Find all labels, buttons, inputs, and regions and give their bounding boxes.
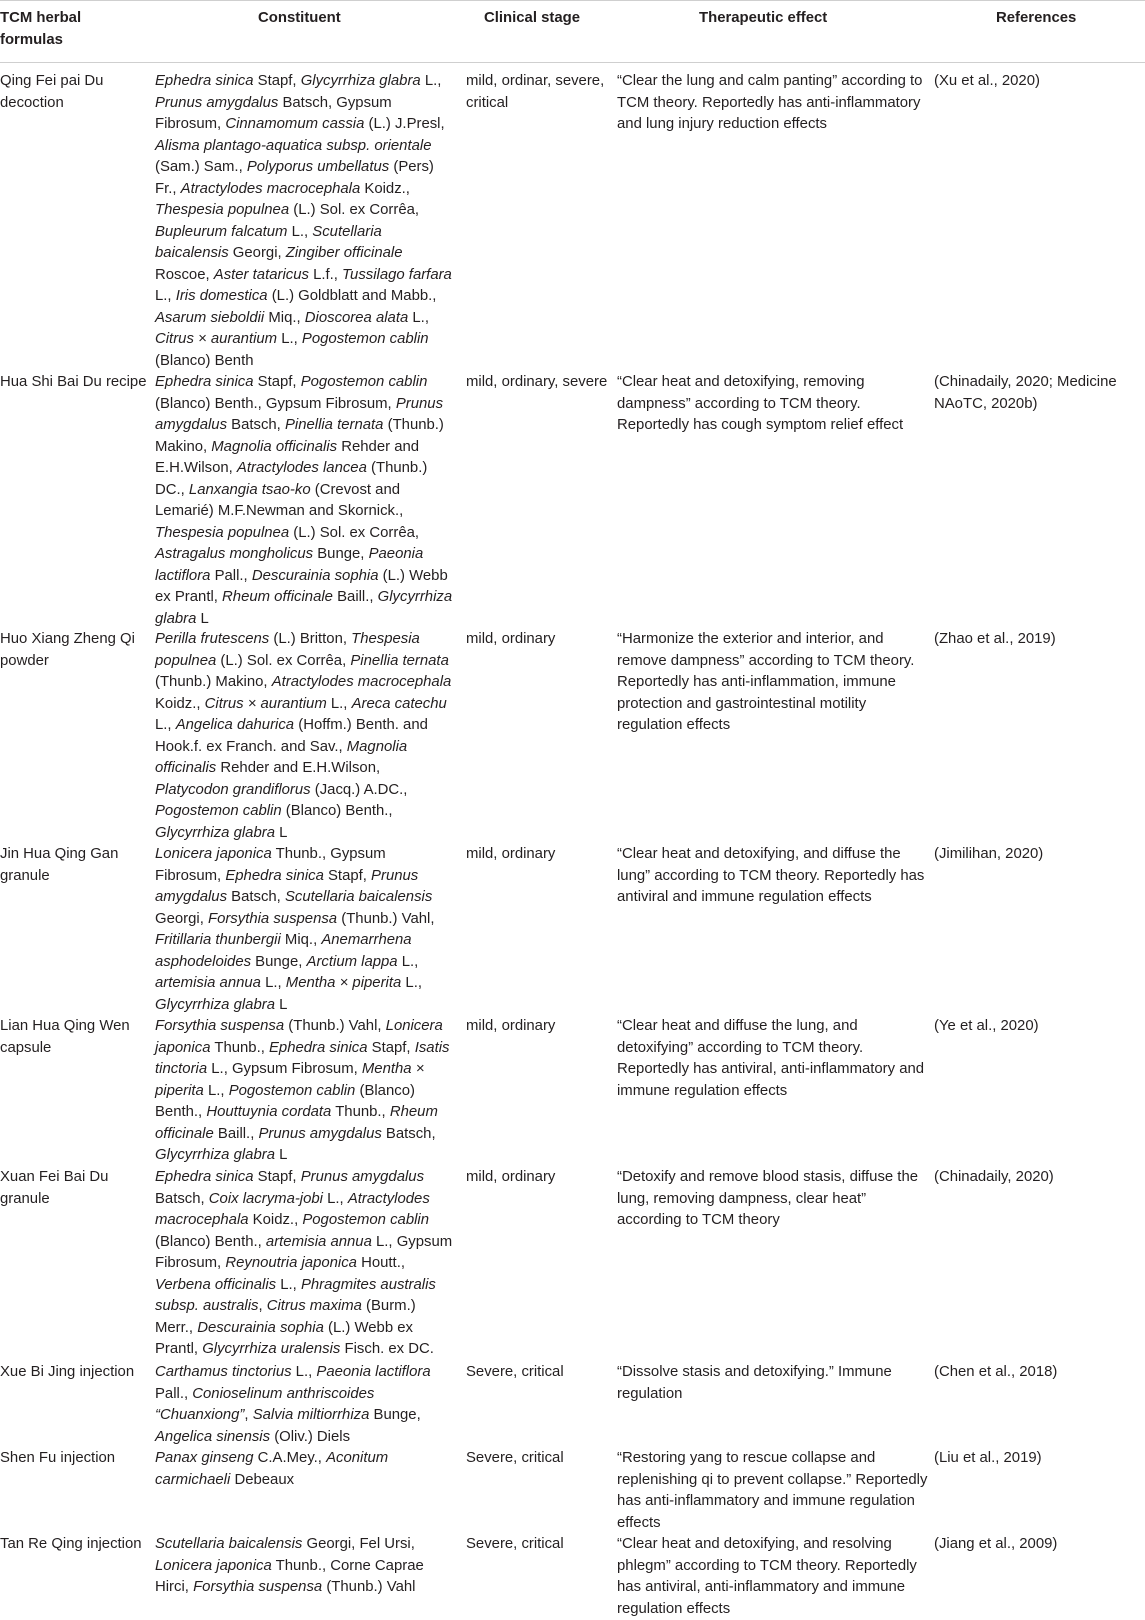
species-name: Ephedra sinica (225, 867, 324, 884)
species-name: Pinellia ternata (350, 652, 449, 669)
clinical-stage: mild, ordinar, severe, critical (466, 73, 605, 111)
species-name: Iris domestica (175, 288, 268, 304)
authority-text: (L.) Sol. ex Corrêa, (289, 202, 420, 218)
authority-text: Pall., (210, 567, 252, 584)
species-name: Magnolia officinalis (211, 438, 338, 455)
reference: (Chen et al., 2018) (934, 1364, 1058, 1380)
authority-text: L., (277, 331, 302, 347)
header-clinical-stage: Clinical stage (484, 10, 580, 26)
authority-text: (L.) Webb ex Prantl, (155, 567, 448, 605)
species-name: Coix lacryma-jobi (208, 1190, 323, 1207)
formula-name: Qing Fei pai Du decoction (0, 73, 104, 111)
species-name: Astragalus mongholicus (155, 546, 314, 562)
authority-text: (Thunb.) DC., (155, 460, 428, 498)
formula-name: Lian Hua Qing Wen capsule (0, 1018, 130, 1056)
species-name: Forsythia suspensa (155, 1018, 285, 1034)
authority-text: Thunb., Gypsum Fibrosum, (155, 846, 386, 884)
authority-text: (L.) Goldblatt and Mabb., (267, 288, 437, 304)
authority-text: Koidz., (360, 180, 410, 197)
authority-text: Houtt., (356, 1255, 405, 1271)
species-name: Asarum sieboldii (155, 309, 265, 326)
reference: (Xu et al., 2020) (934, 73, 1040, 89)
authority-text: Georgi, Fel Ursi, (302, 1536, 415, 1552)
species-name: Lonicera japonica (155, 846, 272, 862)
constituent-list (155, 1448, 455, 1491)
formula-name: Shen Fu injection (0, 1450, 116, 1466)
authority-text: Batsch, (155, 1190, 209, 1207)
therapeutic-effect: “Clear heat and detoxifying, removing dampness” according to TCM theory. Reportedly has cough symptom relief effect (617, 374, 904, 433)
authority-text: L., (420, 73, 442, 89)
authority-text: Georgi, (228, 245, 286, 261)
authority-text: Stapf, (253, 73, 301, 89)
reference: (Liu et al., 2019) (934, 1450, 1042, 1466)
constituent-list (155, 844, 455, 1016)
authority-text: (L.) Webb ex Prantl, (155, 1319, 413, 1357)
therapeutic-effect: “Clear heat and diffuse the lung, and detoxifying” according to TCM theory. Reportedly has antiviral, anti-inflammatory and immune regulation effects (617, 1018, 925, 1099)
species-name: Perilla frutescens (155, 631, 270, 647)
constituent-list (155, 372, 455, 630)
authority-text: Batsch, (227, 417, 285, 433)
species-name: Prunus amygdalus (155, 94, 279, 111)
authority-text: Debeaux (230, 1471, 295, 1488)
authority-text: Bunge, (369, 1407, 421, 1423)
species-name: Citrus maxima (266, 1298, 362, 1314)
species-name: Lanxangia tsao-ko (188, 481, 311, 498)
authority-text: (Burm.) Merr., (155, 1298, 416, 1336)
species-name: Pogostemon cablin (301, 331, 429, 347)
authority-text: (L.) Sol. ex Corrêa, (216, 652, 351, 669)
species-name: Glycyrrhiza uralensis (202, 1341, 341, 1357)
authority-text: (Thunb.) Vahl, (337, 910, 435, 927)
species-name: Glycyrrhiza glabra (155, 1147, 275, 1163)
formula-name: Tan Re Qing injection (0, 1536, 142, 1552)
constituent-list (155, 1167, 455, 1361)
authority-text: L., (155, 717, 176, 733)
species-name: Forsythia suspensa (207, 910, 338, 927)
therapeutic-effect: “Harmonize the exterior and interior, and remove dampness” according to TCM theory. Reportedly has anti-inflammation, immune protection and gastrointestinal motility regulation effects (617, 631, 915, 733)
table-header (0, 8, 1145, 62)
authority-text: , (258, 1298, 267, 1314)
formula-name: Jin Hua Qing Gan granule (0, 846, 119, 884)
clinical-stage: Severe, critical (466, 1364, 564, 1380)
authority-text: Thunb., Corne Caprae Hirci, (155, 1557, 424, 1595)
species-name: Isatis tinctoria (155, 1039, 450, 1077)
authority-text: (Oliv.) Diels (270, 1428, 351, 1445)
clinical-stage: mild, ordinary (466, 1169, 556, 1185)
authority-text: Stapf, (253, 1169, 301, 1185)
therapeutic-effect: “Dissolve stasis and detoxifying.” Immune regulation (617, 1364, 892, 1402)
authority-text: Rehder and E.H.Wilson, (155, 438, 420, 476)
clinical-stage: mild, ordinary (466, 1018, 556, 1034)
species-name: Forsythia suspensa (193, 1579, 323, 1595)
authority-text: Stapf, (253, 374, 301, 390)
header-rule (0, 62, 1145, 63)
species-name: Thespesia populnea (155, 524, 290, 541)
authority-text: (L.) J.Presl, (364, 116, 445, 132)
authority-text: L., (323, 1190, 348, 1207)
authority-text: L., (203, 1082, 229, 1099)
species-name: Panax ginseng (155, 1450, 254, 1466)
species-name: Pogostemon cablin (228, 1082, 356, 1099)
species-name: Paeonia lactiflora (155, 546, 424, 584)
authority-text: L., (276, 1276, 301, 1293)
reference: (Jiang et al., 2009) (934, 1536, 1058, 1552)
species-name: Thespesia populnea (155, 631, 420, 669)
header-tcm-herbal-formulas: TCM herbal formulas (0, 10, 82, 48)
species-name: Reynoutria japonica (225, 1255, 357, 1271)
header-references: References (996, 10, 1077, 26)
species-name: Magnolia officinalis (155, 738, 408, 776)
reference: (Ye et al., 2020) (934, 1018, 1039, 1034)
clinical-stage: Severe, critical (466, 1536, 564, 1552)
species-name: Ephedra sinica (155, 1169, 254, 1185)
authority-text: (Sam.) Sam., (155, 159, 247, 175)
species-name: Scutellaria baicalensis (284, 889, 433, 905)
species-name: Alisma plantago-aquatica subsp. orientale (155, 137, 432, 154)
authority-text: L., (287, 223, 313, 240)
species-name: Paeonia lactiflora (316, 1364, 431, 1380)
authority-text: (Thunb.) Vahl, (284, 1018, 386, 1034)
authority-text: (Crevost and Lemarié) M.F.Newman and Skornick., (155, 481, 404, 519)
authority-text: L (275, 1147, 288, 1163)
authority-text: (L.) Britton, (269, 631, 352, 647)
authority-text: Bunge, (313, 546, 369, 562)
species-name: Mentha × piperita (285, 975, 402, 991)
clinical-stage: Severe, critical (466, 1450, 564, 1466)
formula-name: Hua Shi Bai Du recipe (0, 374, 147, 390)
species-name: Citrus × aurantium (155, 331, 278, 347)
authority-text: L (196, 610, 209, 627)
authority-text: Thunb., (331, 1104, 390, 1120)
therapeutic-effect: “Detoxify and remove blood stasis, diffuse the lung, removing dampness, clear heat” according to TCM theory (617, 1169, 919, 1228)
therapeutic-effect: “Clear heat and detoxifying, and diffuse the lung” according to TCM theory. Reportedly has antiviral and immune regulation effects (617, 846, 925, 905)
authority-text: (Thunb.) Makino, (155, 674, 272, 690)
authority-text: Miq., (280, 932, 322, 948)
species-name: Glycyrrhiza glabra (155, 996, 275, 1013)
authority-text: Pall., (155, 1385, 193, 1402)
authority-text: L., (326, 695, 352, 712)
authority-text: Bunge, (251, 953, 307, 970)
reference: (Jimilihan, 2020) (934, 846, 1044, 862)
constituent-list (155, 1016, 455, 1167)
species-name: Glycyrrhiza glabra (300, 73, 421, 89)
reference: (Zhao et al., 2019) (934, 631, 1056, 647)
species-name: Scutellaria baicalensis (155, 223, 382, 261)
species-name: Dioscorea alata (304, 309, 409, 326)
authority-text: (Blanco) Benth., Gypsum Fibrosum, (155, 395, 396, 412)
authority-text: Batsch, (381, 1125, 436, 1142)
authority-text: Baill., (213, 1125, 259, 1142)
formula-name: Huo Xiang Zheng Qi powder (0, 631, 135, 669)
species-name: Cinnamomum cassia (225, 116, 365, 132)
authority-text: (Blanco) Benth., (155, 1082, 415, 1120)
authority-text: Koidz., (248, 1212, 303, 1228)
authority-text: Miq., (264, 309, 305, 326)
species-name: Angelica sinensis (155, 1428, 271, 1445)
species-name: Ephedra sinica (269, 1039, 368, 1056)
header-therapeutic-effect: Therapeutic effect (699, 10, 828, 26)
authority-text: Rehder and E.H.Wilson, (216, 760, 381, 776)
species-name: Conioselinum anthriscoides “Chuanxiong” (155, 1385, 375, 1423)
authority-text: L., Gypsum Fibrosum, (207, 1061, 362, 1077)
authority-text: (Blanco) Benth., (155, 1233, 266, 1250)
species-name: Carthamus tinctorius (155, 1364, 292, 1380)
clinical-stage: mild, ordinary, severe (466, 374, 608, 390)
authority-text: Fisch. ex DC. (340, 1341, 434, 1357)
authority-text: L., (291, 1364, 317, 1380)
species-name: Aconitum carmichaeli (155, 1450, 389, 1488)
species-name: Verbena officinalis (155, 1276, 277, 1293)
authority-text: (Blanco) Benth (155, 352, 254, 369)
species-name: Pogostemon cablin (300, 374, 428, 390)
species-name: Descurainia sophia (251, 567, 379, 584)
species-name: Glycyrrhiza glabra (155, 589, 453, 627)
species-name: Platycodon grandiflorus (155, 781, 311, 798)
authority-text: L (275, 996, 288, 1013)
species-name: Mentha × piperita (155, 1061, 425, 1099)
authority-text: Thunb., (210, 1039, 269, 1056)
authority-text: Baill., (332, 589, 378, 605)
species-name: Atractylodes macrocephala (155, 1190, 430, 1228)
authority-text: L., (408, 309, 429, 326)
species-name: Pogostemon cablin (302, 1212, 429, 1228)
species-name: Lonicera japonica (155, 1557, 272, 1574)
authority-text: L., (401, 975, 422, 991)
reference: (Chinadaily, 2020; Medicine NAoTC, 2020b) (934, 374, 1117, 412)
authority-text: (Thunb.) Vahl (322, 1579, 416, 1595)
species-name: Prunus amygdalus (258, 1125, 382, 1142)
authority-text: Batsch, Gypsum Fibrosum, (155, 94, 392, 132)
species-name: Prunus amygdalus (155, 395, 444, 433)
species-name: Fritillaria thunbergii (155, 932, 281, 948)
species-name: Bupleurum falcatum (155, 223, 288, 240)
authority-text: (Hoffm.) Benth. and Hook.f. ex Franch. and Sav., (155, 717, 428, 755)
authority-text: Stapf, (323, 867, 372, 884)
species-name: Houttuynia cordata (206, 1104, 332, 1120)
species-name: artemisia annua (265, 1233, 372, 1250)
species-name: Scutellaria baicalensis (155, 1536, 303, 1552)
species-name: artemisia annua (155, 975, 261, 991)
species-name: Atractylodes macrocephala (271, 674, 452, 690)
species-name: Pinellia ternata (284, 417, 384, 433)
constituent-list (155, 71, 455, 372)
table-top-rule (0, 0, 1145, 1)
authority-text: (Jacq.) A.DC., (310, 781, 408, 798)
clinical-stage: mild, ordinary (466, 846, 556, 862)
authority-text: C.A.Mey., (253, 1450, 327, 1466)
authority-text: (Blanco) Benth., (281, 803, 393, 819)
therapeutic-effect: “Clear heat and detoxifying, and resolving phlegm” according to TCM theory. Reportedly has antiviral, anti-inflammatory and immune regulation effects (617, 1536, 917, 1617)
authority-text: (Pers) Fr., (155, 159, 434, 197)
authority-text: L., (260, 975, 286, 991)
species-name: Glycyrrhiza glabra (155, 824, 275, 841)
constituent-list (155, 629, 455, 844)
authority-text: L., Gypsum Fibrosum, (155, 1233, 453, 1271)
species-name: Rheum officinale (155, 1104, 438, 1142)
species-name: Prunus amygdalus (155, 867, 419, 905)
species-name: Arctium lappa (306, 953, 398, 970)
reference: (Chinadaily, 2020) (934, 1169, 1054, 1185)
authority-text: Roscoe, (155, 266, 214, 283)
authority-text: L., (397, 953, 419, 970)
species-name: Prunus amygdalus (300, 1169, 425, 1185)
authority-text: (L.) Sol. ex Corrêa, (289, 524, 420, 541)
species-name: Ephedra sinica (155, 374, 254, 390)
formula-name: Xuan Fei Bai Du granule (0, 1169, 109, 1207)
authority-text: (Thunb.) Makino, (155, 417, 444, 455)
species-name: Descurainia sophia (197, 1319, 324, 1336)
species-name: Thespesia populnea (155, 202, 290, 218)
authority-text: L., (155, 288, 176, 304)
species-name: Phragmites australis subsp. australis (155, 1276, 436, 1314)
therapeutic-effect: “Clear the lung and calm panting” according to TCM theory. Reportedly has anti-inflammatory and lung injury reduction effects (617, 73, 923, 132)
species-name: Citrus × aurantium (204, 695, 327, 712)
species-name: Ephedra sinica (155, 73, 254, 89)
header-constituent: Constituent (258, 10, 341, 26)
constituent-list (155, 1534, 455, 1599)
authority-text: L.f., (308, 266, 343, 283)
species-name: Atractylodes macrocephala (180, 180, 361, 197)
formula-name: Xue Bi Jing injection (0, 1364, 135, 1380)
species-name: Areca catechu (351, 695, 447, 712)
species-name: Pogostemon cablin (155, 803, 282, 819)
authority-text: Batsch, (227, 889, 285, 905)
species-name: Rheum officinale (222, 589, 333, 605)
therapeutic-effect: “Restoring yang to rescue collapse and replenishing qi to prevent collapse.” Reportedly has anti-inflammatory and immune regulation effects (617, 1450, 928, 1531)
species-name: Salvia miltiorrhiza (252, 1407, 370, 1423)
species-name: Zingiber officinale (285, 245, 403, 261)
authority-text: Koidz., (155, 695, 205, 712)
authority-text: Georgi, (155, 910, 208, 927)
species-name: Polyporus umbellatus (246, 159, 390, 175)
authority-text: , (244, 1407, 253, 1423)
species-name: Lonicera japonica (155, 1018, 443, 1056)
species-name: Aster tataricus (213, 266, 309, 283)
authority-text: L (275, 824, 288, 841)
clinical-stage: mild, ordinary (466, 631, 556, 647)
constituent-list (155, 1362, 455, 1448)
species-name: Tussilago farfara (342, 266, 452, 283)
authority-text: Stapf, (367, 1039, 415, 1056)
species-name: Anemarrhena asphodeloides (155, 932, 412, 970)
species-name: Angelica dahurica (175, 717, 295, 733)
species-name: Atractylodes lancea (236, 460, 367, 476)
